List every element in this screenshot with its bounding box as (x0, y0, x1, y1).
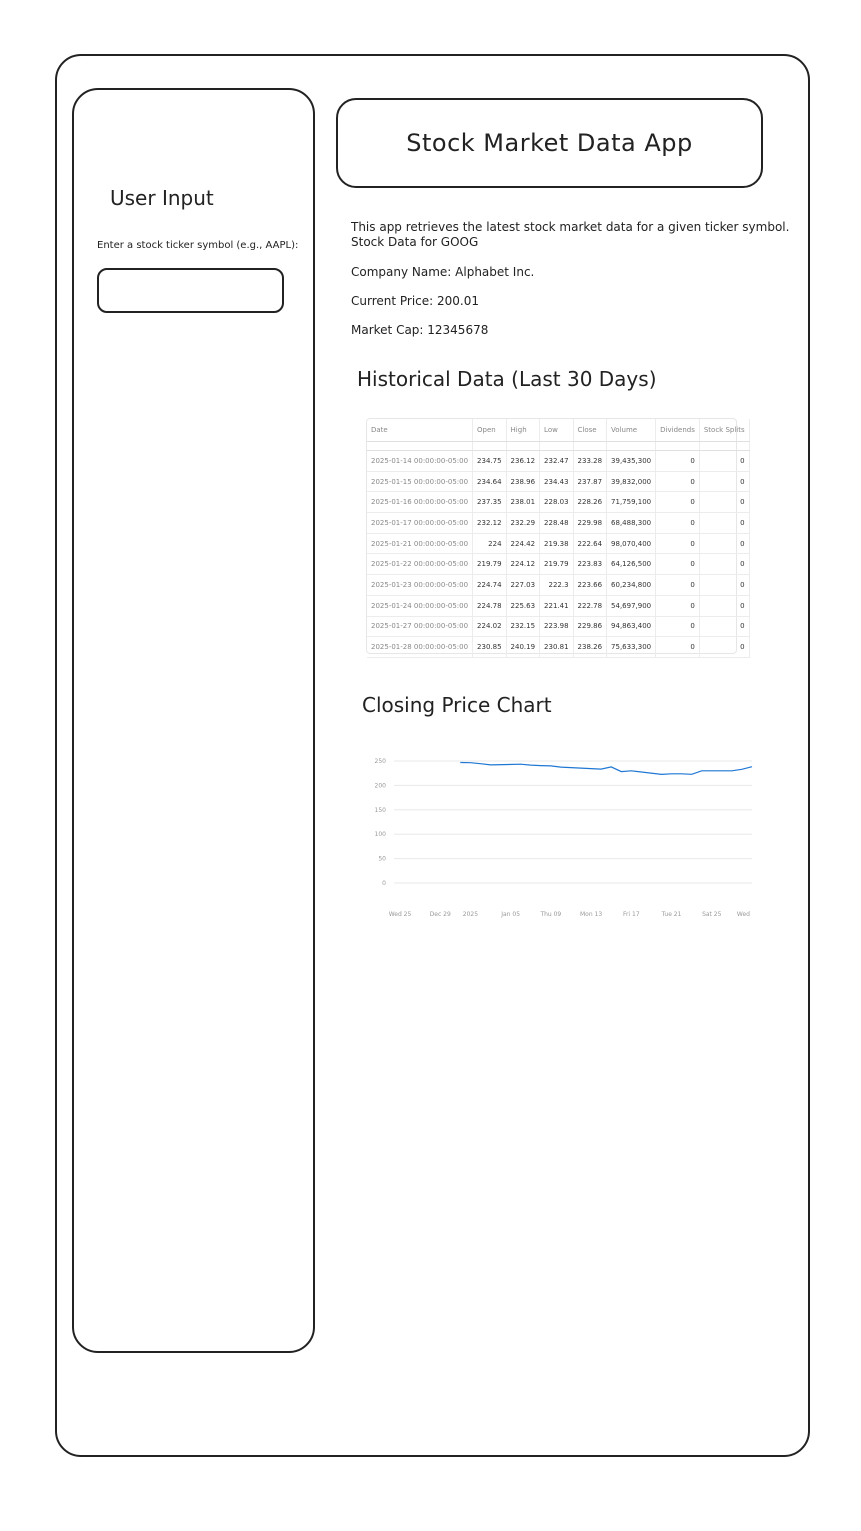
table-cell: 222.78 (573, 595, 607, 616)
table-cell: 2025-01-22 00:00:00-05:00 (367, 554, 473, 575)
y-tick-label: 200 (374, 782, 386, 790)
x-tick-label: Jan 05 (501, 911, 521, 918)
market-cap: Market Cap: 12345678 (351, 323, 489, 337)
table-cell: 219.79 (540, 554, 574, 575)
y-tick-label: 100 (374, 831, 386, 839)
table-cell: 0 (656, 554, 700, 575)
table-body (367, 442, 749, 658)
table-cell: 75,633,300 (607, 637, 656, 658)
table-row[interactable] (367, 492, 749, 513)
table-row[interactable] (367, 637, 749, 658)
table-cell: 71,759,100 (607, 492, 656, 513)
table-cell: 0 (656, 471, 700, 492)
table-cell: 0 (699, 492, 749, 513)
table-cell: 2025-01-27 00:00:00-05:00 (367, 616, 473, 637)
historical-title: Historical Data (Last 30 Days) (357, 367, 657, 391)
historical-table[interactable] (366, 418, 745, 654)
table-cell: 223.98 (540, 616, 574, 637)
closing-price-chart[interactable] (360, 745, 755, 930)
table-cell: 0 (699, 513, 749, 534)
table-cell: 0 (656, 492, 700, 513)
table-cell: 0 (699, 575, 749, 596)
table-cell: 240.19 (506, 637, 540, 658)
table-cell: 0 (699, 554, 749, 575)
company-name: Company Name: Alphabet Inc. (351, 265, 535, 279)
table-cell: 0 (656, 575, 700, 596)
x-tick-label: Dec 29 (429, 911, 451, 918)
y-tick-label: 250 (374, 758, 386, 765)
table-cell: 0 (699, 637, 749, 658)
table-cell: 0 (699, 616, 749, 637)
y-tick-label: 50 (378, 855, 386, 863)
column-header[interactable]: Volume (607, 419, 656, 442)
table-cell: 228.48 (540, 513, 574, 534)
x-tick-label: Tue 21 (661, 911, 682, 918)
table-row[interactable] (367, 554, 749, 575)
column-header[interactable]: Dividends (656, 419, 700, 442)
column-header[interactable]: Date (367, 419, 473, 442)
table-cell: 0 (656, 595, 700, 616)
table-cell: 224.12 (506, 554, 540, 575)
table-cell: 224.74 (473, 575, 507, 596)
table-cell: 238.01 (506, 492, 540, 513)
table-cell: 2025-01-16 00:00:00-05:00 (367, 492, 473, 513)
table-cell: 229.86 (573, 616, 607, 637)
y-tick-label: 150 (374, 806, 386, 814)
x-tick-label: Thu 09 (540, 911, 562, 918)
table-row[interactable] (367, 513, 749, 534)
table-cell: 228.03 (540, 492, 574, 513)
table-cell: 228.26 (573, 492, 607, 513)
table-cell: 219.79 (473, 554, 507, 575)
table-cell: 98,070,400 (607, 533, 656, 554)
table-cell: 221.41 (540, 595, 574, 616)
table-cell: 238.96 (506, 471, 540, 492)
table-row[interactable] (367, 595, 749, 616)
table-cell: 223.83 (573, 554, 607, 575)
table-cell: 0 (656, 513, 700, 534)
table-cell: 222.3 (540, 575, 574, 596)
table-cell: 236.12 (506, 451, 540, 472)
y-tick-label: 0 (382, 880, 386, 887)
table-cell: 0 (699, 451, 749, 472)
table-cell: 230.85 (473, 637, 507, 658)
column-header[interactable]: High (506, 419, 540, 442)
table-row[interactable] (367, 451, 749, 472)
app-title: Stock Market Data App (406, 129, 693, 157)
column-header[interactable]: Open (473, 419, 507, 442)
table-cell: 238.26 (573, 637, 607, 658)
table-cell: 232.15 (506, 616, 540, 637)
table-cell: 0 (699, 533, 749, 554)
table-cell: 224 (473, 533, 507, 554)
table-cell: 237.87 (573, 471, 607, 492)
series-line-close[interactable] (460, 763, 752, 775)
table-cell: 233.28 (573, 451, 607, 472)
table-row[interactable] (367, 471, 749, 492)
table-cell: 68,488,300 (607, 513, 656, 534)
table-cell: 225.63 (506, 595, 540, 616)
table-row[interactable] (367, 533, 749, 554)
table-cell: 232.12 (473, 513, 507, 534)
intro-text: This app retrieves the latest stock market data for a given ticker symbol. (351, 220, 790, 234)
table-cell: 234.43 (540, 471, 574, 492)
table-cell: 2025-01-14 00:00:00-05:00 (367, 451, 473, 472)
table-cell: 224.78 (473, 595, 507, 616)
table-cell: 2025-01-23 00:00:00-05:00 (367, 575, 473, 596)
table-row[interactable] (367, 575, 749, 596)
table-cell: 2025-01-24 00:00:00-05:00 (367, 595, 473, 616)
table-cell: 54,697,900 (607, 595, 656, 616)
table-cell: 222.64 (573, 533, 607, 554)
table-cell: 237.35 (473, 492, 507, 513)
table-cell: 94,863,400 (607, 616, 656, 637)
table-cell: 2025-01-15 00:00:00-05:00 (367, 471, 473, 492)
table-cell: 234.64 (473, 471, 507, 492)
table-header-row (367, 419, 749, 442)
x-tick-label: Wed (736, 911, 750, 918)
table-cell: 219.38 (540, 533, 574, 554)
table-cell: 60,234,800 (607, 575, 656, 596)
table-cell: 2025-01-17 00:00:00-05:00 (367, 513, 473, 534)
table-row[interactable] (367, 616, 749, 637)
table-cell: 39,832,000 (607, 471, 656, 492)
sidebar-title: User Input (110, 186, 214, 210)
table-cell: 0 (656, 533, 700, 554)
x-tick-label: Fri 17 (622, 911, 640, 918)
column-header[interactable]: Low (540, 419, 574, 442)
table-cell: 227.03 (506, 575, 540, 596)
table-cell: 0 (699, 471, 749, 492)
ticker-input[interactable] (97, 268, 284, 313)
table-cell: 230.81 (540, 637, 574, 658)
table-cell: 223.66 (573, 575, 607, 596)
table-cell: 234.75 (473, 451, 507, 472)
table-cell: 232.47 (540, 451, 574, 472)
chart-title: Closing Price Chart (362, 693, 552, 717)
table-cell: 229.98 (573, 513, 607, 534)
table-cell: 0 (699, 595, 749, 616)
table-cell: 0 (656, 616, 700, 637)
x-tick-label: Sat 25 (702, 911, 722, 918)
current-price: Current Price: 200.01 (351, 294, 480, 308)
table-cell: 39,435,300 (607, 451, 656, 472)
table-cell: 224.02 (473, 616, 507, 637)
stock-heading: Stock Data for GOOG (351, 235, 479, 249)
x-tick-label: Mon 13 (579, 911, 603, 918)
app-header (336, 98, 763, 188)
x-tick-label: 2025 (462, 911, 479, 918)
table-cell: 0 (656, 451, 700, 472)
table-cell: 232.29 (506, 513, 540, 534)
table-cell: 0 (656, 637, 700, 658)
table-cell: 224.42 (506, 533, 540, 554)
table-cell: 2025-01-21 00:00:00-05:00 (367, 533, 473, 554)
table-cell: 64,126,500 (607, 554, 656, 575)
table-cell: 2025-01-28 00:00:00-05:00 (367, 637, 473, 658)
ticker-label: Enter a stock ticker symbol (e.g., AAPL): (97, 240, 299, 251)
column-header[interactable]: Stock Splits (699, 419, 749, 442)
x-tick-label: Wed 25 (388, 911, 412, 918)
column-header[interactable]: Close (573, 419, 607, 442)
